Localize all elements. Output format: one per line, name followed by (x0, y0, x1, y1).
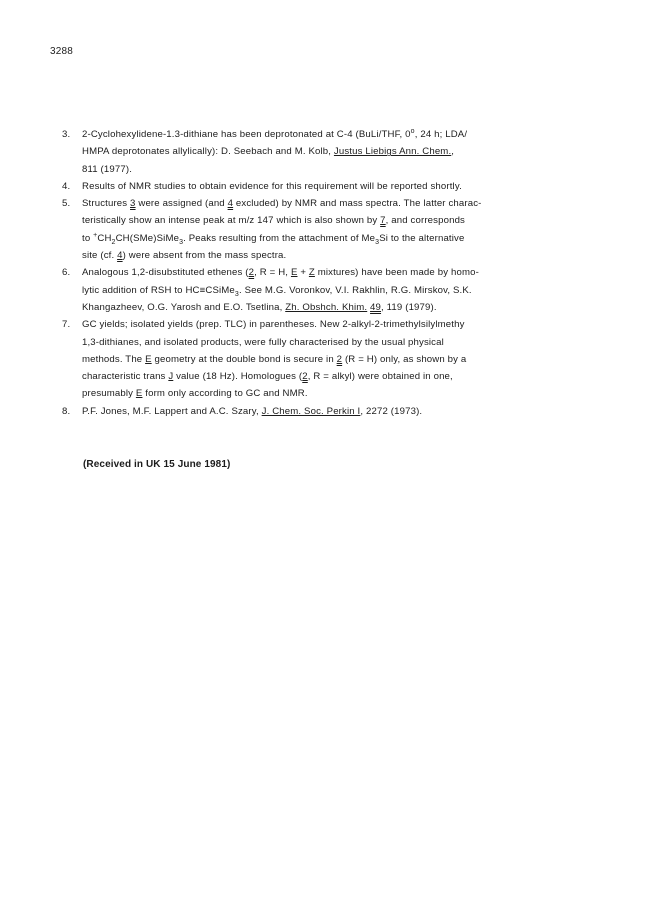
reference-text-line (82, 334, 622, 351)
reference-text-line (82, 126, 622, 143)
underlined-text: J (168, 371, 174, 383)
text-run: GC yields; isolated yields (prep. TLC) in parentheses. New 2-alkyl-2-trimethylsilylmethy (82, 319, 465, 331)
text-run: excluded) by NMR and mass spectra. The latter charac- (233, 198, 482, 210)
text-run: . See M.G. Voronkov, V.I. Rakhlin, R.G. Mirskov, S.K. (238, 284, 472, 296)
reference-text-line (82, 143, 622, 160)
text-run: Analogous 1,2-disubstituted ethenes ( (82, 267, 249, 279)
underlined-text: Justus Liebigs Ann. Chem. (333, 146, 452, 158)
text-run: HMPA deprotonates allylically): D. Seebach and M. Kolb, (82, 146, 334, 158)
reference-note (62, 316, 622, 402)
text-run: (R = H) only, as shown by a (342, 353, 467, 365)
underlined-text: E (145, 353, 152, 365)
text-run: Structures (82, 198, 131, 210)
text-run: value (18 Hz). Homologues ( (173, 371, 303, 383)
text-run: teristically show an intense peak at m/z 147 which is also shown by (82, 215, 381, 227)
text-run: . Peaks resulting from the attachment of Me (183, 232, 376, 244)
references-list (62, 126, 622, 420)
reference-note (62, 403, 622, 420)
underlined-text: 2 (302, 371, 308, 383)
underlined-text: E (135, 388, 143, 400)
text-run: + (297, 267, 309, 279)
text-run: CH(SMe)SiMe (115, 232, 180, 244)
reference-number: 3. (62, 129, 71, 140)
text-run: to (82, 232, 94, 244)
reference-number: 7. (62, 319, 71, 331)
underlined-text: 49 (370, 301, 382, 313)
text-run: characteristic trans (82, 371, 169, 383)
text-run: , 2272 (1973). (360, 405, 423, 417)
underlined-text: 4 (117, 250, 123, 262)
reference-text-line (82, 403, 622, 420)
text-run: , R = H, (254, 267, 291, 279)
subscript: 3 (179, 238, 184, 246)
reference-number: 5. (62, 198, 71, 210)
text-run: Results of NMR studies to obtain evidence for this requirement will be reported shortly. (82, 180, 462, 192)
reference-text-line (82, 368, 622, 385)
text-run: 2-Cyclohexylidene-1.3-dithiane has been deprotonated at C-4 (BuLi/THF, 0 (82, 129, 411, 140)
text-run: methods. The (82, 353, 146, 365)
reference-text-line (82, 195, 622, 212)
text-run: were assigned (and (135, 198, 228, 210)
reference-text-line (82, 282, 622, 299)
underlined-text: J. Chem. Soc. Perkin I (261, 405, 361, 417)
superscript: o (410, 127, 415, 135)
text-run: site (cf. (82, 250, 118, 262)
text-run: , R = alkyl) were obtained in one, (307, 371, 453, 383)
text-run: , 24 h; LDA/ (414, 129, 468, 140)
text-run: Khangazheev, O.G. Yarosh and E.O. Tsetlina, (82, 301, 286, 313)
text-run: ) were absent from the mass spectra. (122, 250, 287, 262)
text-run: form only according to GC and NMR. (142, 388, 308, 400)
reference-note (62, 264, 622, 316)
text-run: presumably (82, 388, 136, 400)
reference-text-line (82, 316, 622, 333)
reference-text-line (82, 161, 622, 178)
underlined-text: 7 (380, 215, 386, 227)
reference-note (62, 178, 622, 195)
reference-number: 4. (62, 180, 71, 192)
reference-text-line (82, 178, 622, 195)
subscript: 2 (111, 238, 116, 246)
text-run: geometry at the double bond is secure in (151, 353, 337, 365)
text-run: 1,3-dithianes, and isolated products, were fully characterised by the usual physical (82, 336, 444, 348)
reference-note (62, 126, 622, 178)
text-run: CH (97, 232, 112, 244)
underlined-text: 3 (130, 198, 136, 210)
superscript: + (93, 231, 98, 239)
reference-text-line (82, 385, 622, 402)
subscript: 3 (234, 290, 239, 298)
subscript: 3 (375, 238, 380, 246)
page-number: 3288 (50, 46, 74, 57)
reference-text-line (82, 230, 622, 247)
reference-number: 6. (62, 267, 71, 279)
text-run: , (451, 146, 455, 158)
text-run: lytic addition of RSH to HC≡CSiMe (82, 284, 235, 296)
reference-text-line (82, 299, 622, 316)
reference-text-line (82, 264, 622, 281)
text-run: mixtures) have been made by homo- (314, 267, 479, 279)
reference-text-line (82, 212, 622, 229)
text-run: , 119 (1979). (381, 301, 437, 313)
underlined-text: 2 (248, 267, 255, 279)
reference-text-line (82, 247, 622, 264)
underlined-text: 4 (227, 198, 234, 210)
underlined-text: Z (308, 267, 315, 279)
reference-note (62, 195, 622, 264)
underlined-text: 2 (336, 353, 343, 365)
underlined-text: Zh. Obshch. Khim. (285, 301, 368, 313)
underlined-text: E (290, 267, 298, 279)
received-date-line: (Received in UK 15 June 1981) (83, 459, 231, 470)
text-run: Si to the alternative (379, 232, 465, 244)
text-run: P.F. Jones, M.F. Lappert and A.C. Szary, (82, 405, 262, 417)
text-run: , and corresponds (385, 215, 466, 227)
reference-number: 8. (62, 405, 71, 417)
text-run: 811 (1977). (82, 163, 133, 175)
reference-text-line (82, 351, 622, 368)
